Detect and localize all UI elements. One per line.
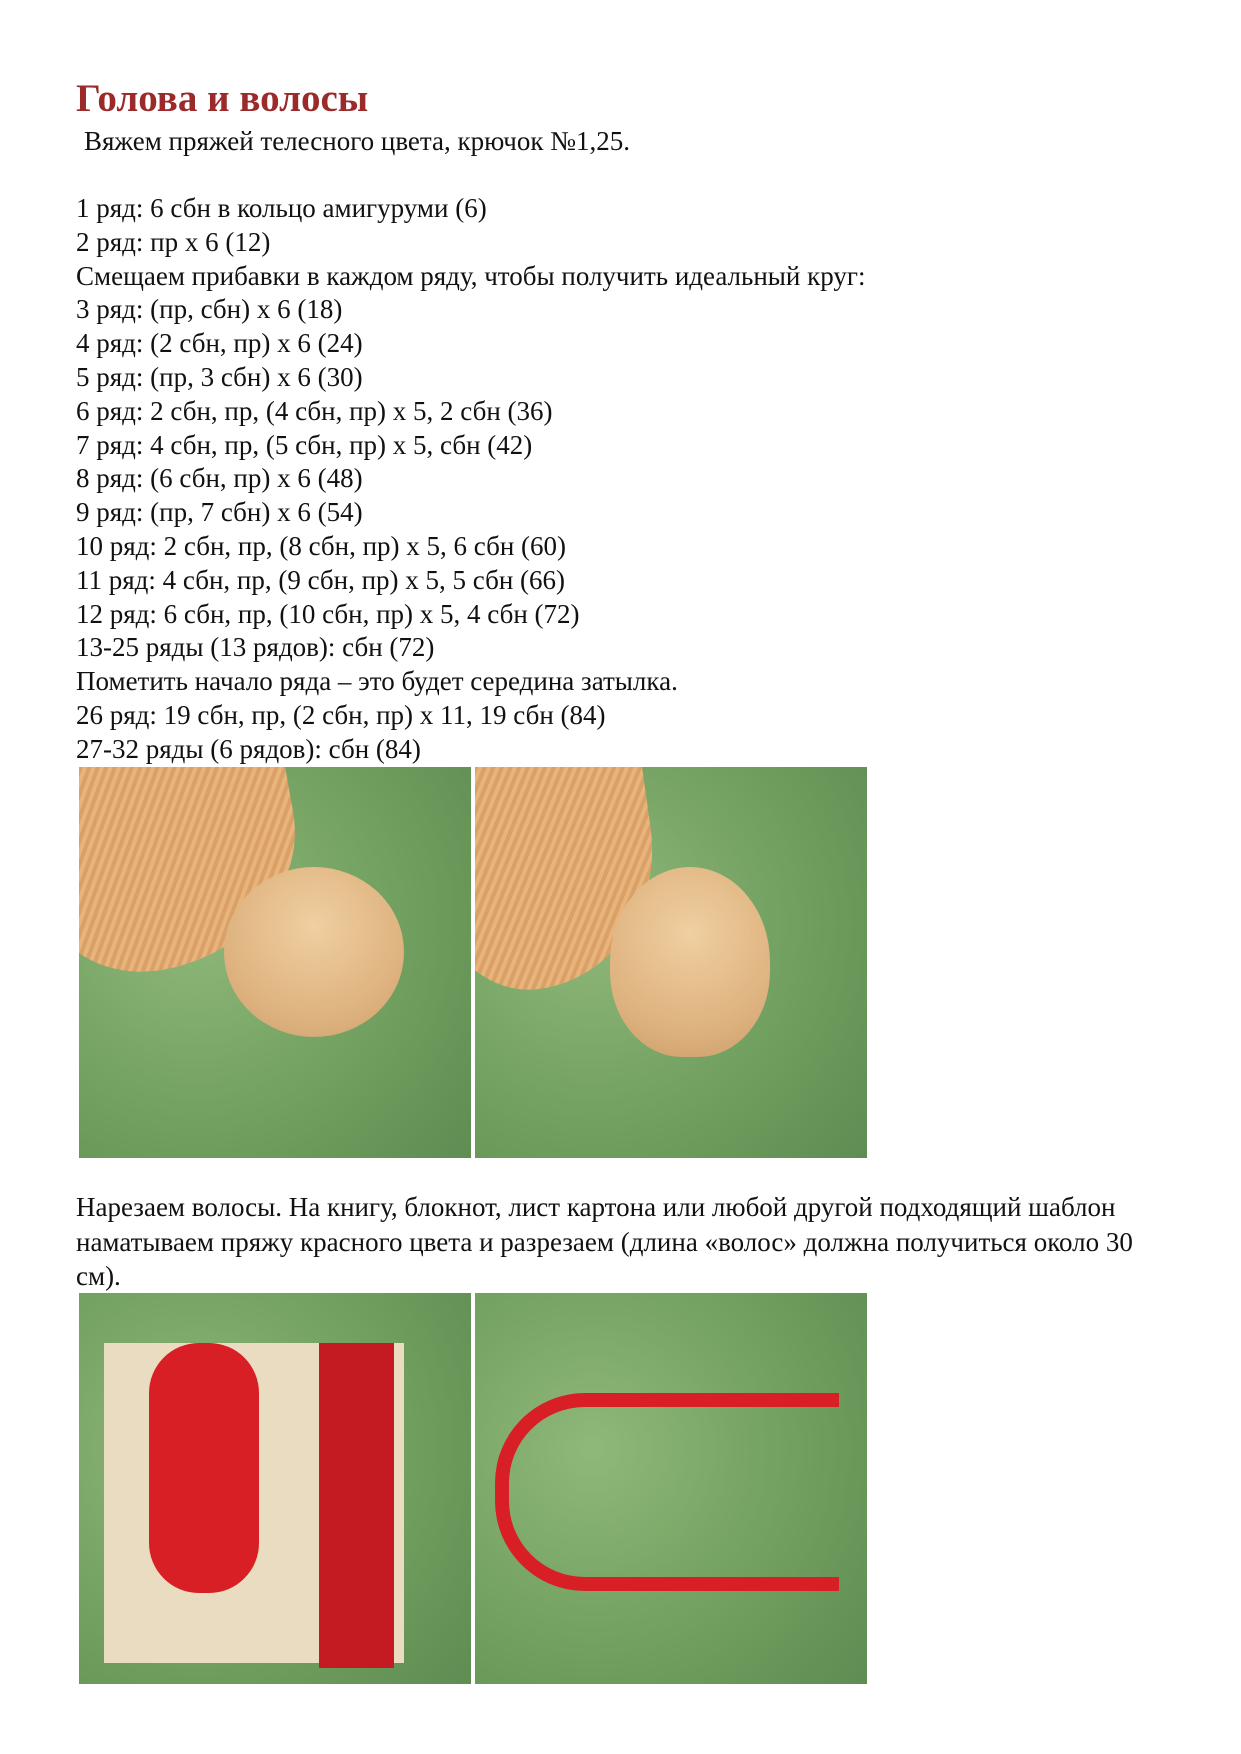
row-line: Смещаем прибавки в каждом ряду, чтобы получить идеальный круг: <box>76 260 866 291</box>
row-line: 1 ряд: 6 сбн в кольцо амигуруми (6) <box>76 193 487 223</box>
row-line: 13-25 ряды (13 рядов): сбн (72) <box>76 632 435 663</box>
row-line: 3 ряд: (пр, сбн) х 6 (18) <box>76 294 343 325</box>
photo-yarn-on-book <box>79 1293 471 1684</box>
row-line: 9 ряд: (пр, 7 сбн) х 6 (54) <box>76 497 363 528</box>
photo-head-side <box>79 767 471 1158</box>
section-title: Голова и волосы <box>76 77 369 120</box>
row-line: 4 ряд: (2 сбн, пр) х 6 (24) <box>76 328 363 359</box>
row-line: 2 ряд: пр х 6 (12) <box>76 226 271 257</box>
row-line: 6 ряд: 2 сбн, пр, (4 сбн, пр) х 5, 2 сбн (36) <box>76 395 553 426</box>
row-line: 11 ряд: 4 сбн, пр, (9 сбн, пр) х 5, 5 сбн (66) <box>76 564 566 595</box>
photo-head-top <box>475 767 867 1158</box>
intro-text: Вяжем пряжей телесного цвета, крючок №1,25. <box>84 126 630 156</box>
row-line: 12 ряд: 6 сбн, пр, (10 сбн, пр) х 5, 4 сбн (72) <box>76 598 580 629</box>
pattern-rows <box>76 192 865 767</box>
photo-cut-hair <box>475 1293 867 1684</box>
row-line: 10 ряд: 2 сбн, пр, (8 сбн, пр) х 5, 6 сбн (60) <box>76 530 567 561</box>
row-line: Пометить начало ряда – это будет середина затылка. <box>76 666 678 697</box>
row-line: 5 ряд: (пр, 3 сбн) х 6 (30) <box>76 361 363 392</box>
row-line: 27-32 ряды (6 рядов): сбн (84) <box>76 733 421 764</box>
row-line: 8 ряд: (6 сбн, пр) х 6 (48) <box>76 463 363 494</box>
hair-instructions: Нарезаем волосы. На книгу, блокнот, лист картона или любой другой подходящий шаблон наматываем пряжу красного цвета и разрезаем (длина «волос» должна получиться около 30 см). <box>76 1192 1133 1291</box>
row-line: 26 ряд: 19 сбн, пр, (2 сбн, пр) х 11, 19 сбн (84) <box>76 699 606 730</box>
row-line: 7 ряд: 4 сбн, пр, (5 сбн, пр) х 5, сбн (42) <box>76 429 533 460</box>
